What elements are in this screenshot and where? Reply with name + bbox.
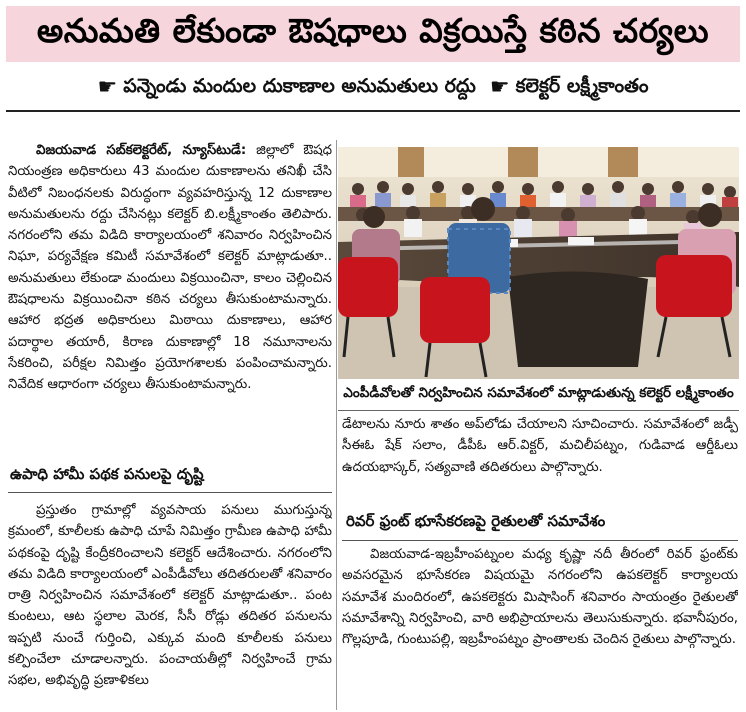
- section-heading-nrega: ఉపాధి హామీ పథక పనులపై దృష్టి: [10, 465, 204, 483]
- meeting-photo-icon: [338, 147, 739, 379]
- subheadline: [6, 68, 740, 108]
- subheadline-rule: [6, 110, 740, 112]
- paragraph-1: జిల్లాలో ఔషధ నియంత్రణ అధికారులు 43 మందుల దుకాణాలను తనిఖీ చేసి వీటిలో నిబంధనలకు విరుద్ధంగా వ్యవహరిస్తున్న 12 దుకాణాల అనుమతులను రద్దు చేసినట్లు కలెక్టర్ బి.లక్ష్మీకాంతం తెలిపారు. నగరంలోని తమ విడిది కార్యాలయంలో శనివారం నిర్వహించిన నిఘా, పర్యవేక్షణ కమిటీ సమావేశంలో కలెక్టర్ మాట్లాడుతూ.. అనుమతులు లేకుండా మందులు విక్రయించినా, కాలం చెల్లించిన ఔషధాలను విక్రయించినా కఠిన చర్యలు తీసుకుంటామన్నారు. ఆహార భద్రత అధికారులు మిఠాయి దుకాణాలు, ఆహార పదార్థాల తయారీ, కిరాణ దుకాణాల్లో 18 నమూనాలను సేకరించి, పరీక్షల నిమిత్తం ప్రయోగశాలకు పంపించామన్నారు. నివేదిక ఆధారంగా చర్యలు తీసుకుంటామన్నారు.: [8, 143, 332, 393]
- section-heading-rule: [8, 492, 332, 493]
- pointing-hand-icon: ☛: [97, 75, 118, 100]
- photo-caption: ఎంపీడీవోలతో నిర్వహించిన సమావేశంలో మాట్లాడుతున్న కలెక్టర్ లక్ష్మీకాంతం: [343, 384, 734, 401]
- paragraph-2: ప్రస్తుతం గ్రామాల్లో వ్యవసాయ పనులు ముగుస్తున్న క్రమంలో, కూలీలకు ఉపాధి చూపే నిమిత్తం గ్రామీణ ఉపాధి హామీ పథకంపై దృష్టి కేంద్రీకరించాలని కలెక్టర్ ఆదేశించారు. నగరంలోని తమ విడిది కార్యాలయంలో ఎంపీడీవోలు తదితరులతో శనివారం రాత్రి నిర్వహించిన సమావేశంలో కలెక్టర్ మాట్లాడుతూ.. పంట కుంటలు, ఆట స్థలాల మెరక, సీసీ రోడ్లు తదితర పనులను ఇప్పటి నుంచే గుర్తించి, ఎక్కువ మంది కూలీలకు పనులు కల్పించేలా చూడాలన్నారు. పంచాయతీల్లో నిర్వహించే గ్రామ సభల, అభివృద్ధి ప్రణాళికలు: [8, 503, 332, 689]
- pointing-hand-icon: ☛: [489, 75, 510, 100]
- meeting-photo: [338, 147, 739, 379]
- article-body-left: [8, 140, 332, 448]
- subheadline-part1: పన్నెండు మందుల దుకాణాల అనుమతులు రద్దు: [123, 74, 476, 97]
- paragraph-4: విజయవాడ-ఇబ్రహీంపట్నంల మధ్య కృష్ణా నదీ తీరంలో రివర్ ఫ్రంట్‌కు అవసరమైన భూసేకరణ విషయమై నగరంలోని ఉపకలెక్టర్ కార్యాలయ సమావేశ మందిరంలో, ఉపకలెక్టరు మిషాసింగ్ శనివారం సాయంత్రం రైతులతో సమావేశాన్ని నిర్వహించి, వారి అభిప్రాయాలను తెలుసుకున్నారు. భవానీపురం, గొల్లపూడి, గుంటుపల్లి, ఇబ్రహీంపట్నం ప్రాంతాలకు చెందిన రైతులు పాల్గొన్నారు.: [342, 547, 738, 648]
- dateline: విజయవాడ సబ్‌కలెక్టరేట్, న్యూస్‌టుడే:: [36, 143, 247, 158]
- paragraph-3: డేటాలను నూరు శాతం అప్‌లోడు చేయాలని సూచించారు. సమావేశంలో జడ్పీ సీఈఓ షేక్ సలాం, డీపీఓ ఆర్.విక్టర్, మచిలీపట్నం, గుడివాడ ఆర్డీఓలు ఉదయభాస్కర్, సత్యవాణి తదితరులు పాల్గొన్నారు.: [342, 417, 738, 475]
- headline: అనుమతి లేకుండా ఔషధాలు విక్రయిస్తే కఠిన చర్యలు: [6, 6, 740, 62]
- section-heading-riverfront: రివర్ ఫ్రంట్ భూసేకరణపై రైతులతో సమావేశం: [346, 512, 606, 530]
- caption-rule: [338, 410, 739, 411]
- section-heading-rule-2: [342, 540, 738, 541]
- subheadline-part2: కలెక్టర్ లక్ష్మీకాంతం: [515, 74, 649, 97]
- column-divider: [336, 140, 337, 710]
